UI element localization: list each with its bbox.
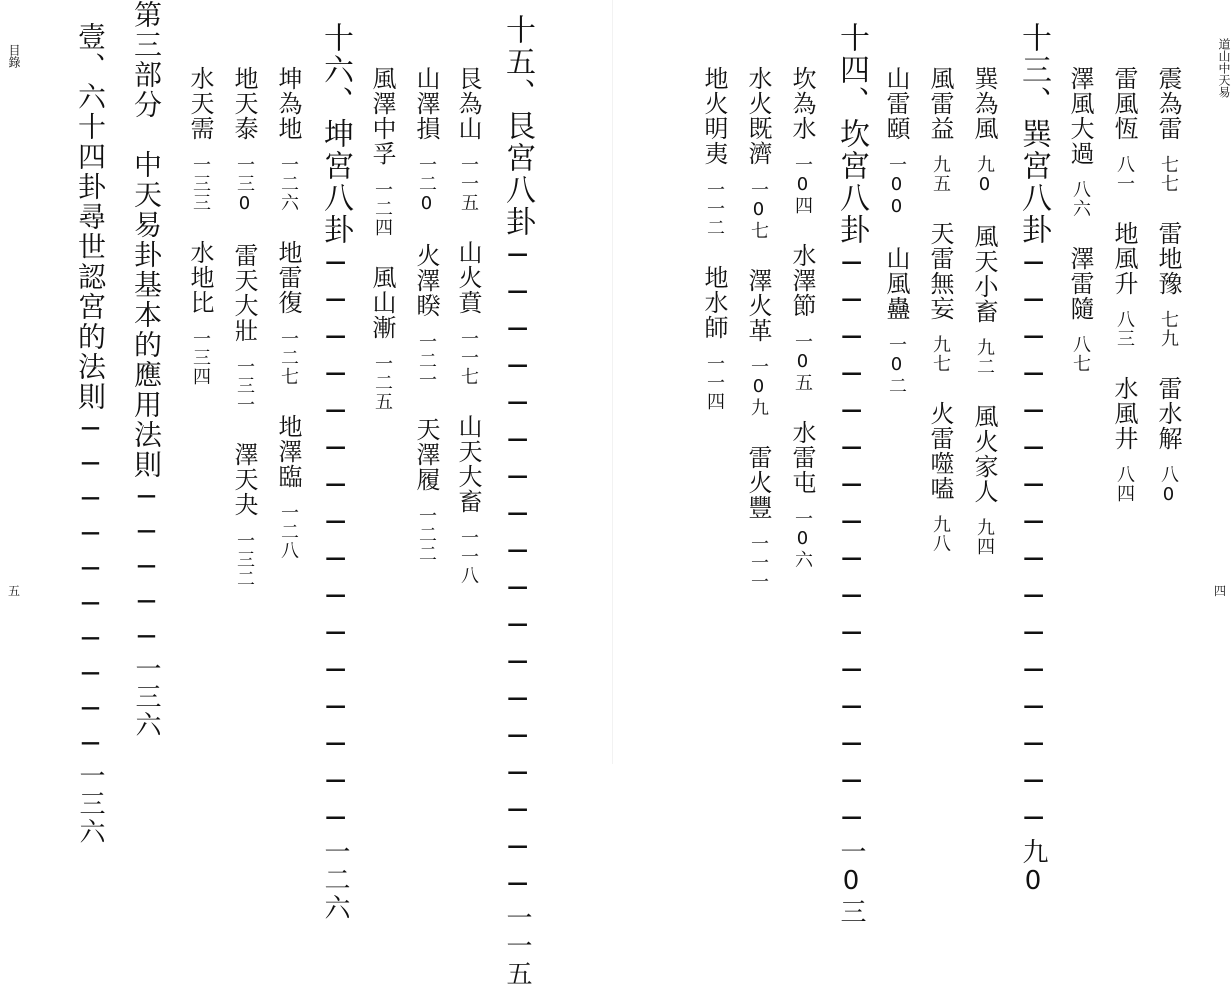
leader-line: ──────────────── <box>318 246 353 838</box>
entry-title: 天澤履 <box>412 417 440 492</box>
entry-page: 一三二 <box>234 531 255 588</box>
entry-page: 九五 <box>930 155 951 193</box>
leader-line: ──────────────── <box>1016 246 1051 838</box>
leader-line: ───── <box>130 480 163 655</box>
toc-entry-column[interactable] <box>972 66 996 556</box>
entry-page: 八六 <box>1070 180 1091 218</box>
entry-page: 一二七 <box>278 329 299 386</box>
toc-heading-16[interactable] <box>318 22 353 922</box>
entry-title: 坤為地 <box>274 66 302 141</box>
toc-entry-column[interactable] <box>1156 66 1180 506</box>
entry-title: 風火家人 <box>970 404 998 504</box>
entry-title: 山火賁 <box>454 240 482 315</box>
entry-title: 地天泰 <box>230 66 258 141</box>
left-side-label: 目錄 <box>7 44 21 68</box>
entry-page: 一三0 <box>234 155 255 215</box>
entry-title: 水雷屯 <box>788 420 816 495</box>
toc-heading-part3[interactable] <box>130 0 163 739</box>
entry-page: 一二六 <box>278 155 299 212</box>
entry-title: 震為雷 <box>1154 66 1182 141</box>
toc-entry-column[interactable] <box>370 66 394 411</box>
entry-page: 一0四 <box>792 155 813 215</box>
entry-page: 九七 <box>930 335 951 373</box>
entry-title: 雷天大壯 <box>230 243 258 343</box>
entry-title: 澤雷隨 <box>1066 246 1094 321</box>
entry-title: 水天需 <box>186 66 214 141</box>
heading-page: 一一五 <box>502 904 532 988</box>
entry-page: 一三四 <box>190 329 211 386</box>
heading-page: 一三六 <box>131 655 161 739</box>
toc-heading-13[interactable] <box>1016 22 1051 898</box>
entry-title: 地雷復 <box>274 240 302 315</box>
entry-title: 水火既濟 <box>744 66 772 166</box>
heading-page: 一二六 <box>320 838 350 922</box>
entry-title: 雷風恆 <box>1110 66 1138 141</box>
entry-title: 風澤中孚 <box>368 66 396 166</box>
entry-title: 山天大畜 <box>454 414 482 514</box>
entry-page: 八四 <box>1114 465 1135 503</box>
entry-title: 水澤節 <box>788 243 816 318</box>
page-fold <box>612 0 613 764</box>
heading-text: 壹、六十四卦尋世認宮的法則 <box>74 22 107 412</box>
right-side-label: 道山中天易 <box>1217 38 1231 98</box>
entry-page: 一00 <box>886 155 907 218</box>
entry-page: 一一四 <box>704 354 725 411</box>
toc-entry-column[interactable] <box>1112 66 1136 503</box>
heading-page: 一0三 <box>836 838 866 926</box>
entry-title: 風天小畜 <box>970 224 998 324</box>
entry-page: 一二一 <box>416 332 437 389</box>
entry-page: 八七 <box>1070 335 1091 373</box>
entry-title: 火雷噬嗑 <box>926 401 954 501</box>
toc-heading-section1[interactable] <box>74 22 107 846</box>
toc-entry-column[interactable] <box>746 66 770 591</box>
entry-title: 水風井 <box>1110 376 1138 451</box>
entry-page: 八三 <box>1114 310 1135 348</box>
toc-entry-column[interactable] <box>702 66 726 411</box>
entry-title: 澤火革 <box>744 268 772 343</box>
entry-title: 雷地豫 <box>1154 221 1182 296</box>
entry-page: 一一二 <box>704 180 725 237</box>
toc-entry-column[interactable] <box>456 66 480 585</box>
entry-title: 地火明夷 <box>700 66 728 166</box>
entry-title: 天雷無妄 <box>926 221 954 321</box>
entry-title: 雷水解 <box>1154 376 1182 451</box>
entry-page: 七九 <box>1158 310 1179 348</box>
entry-title: 山風蠱 <box>882 246 910 321</box>
heading-text: 十三、巽宮八卦 <box>1016 22 1051 246</box>
entry-page: 九二 <box>974 338 995 376</box>
entry-page: 一0五 <box>792 332 813 392</box>
leader-line: ──────────────── <box>834 246 869 838</box>
entry-page: 一0二 <box>886 335 907 395</box>
heading-page: 九0 <box>1018 838 1048 898</box>
entry-page: 一一八 <box>458 528 479 585</box>
toc-entry-column[interactable] <box>276 66 300 560</box>
entry-page: 一二八 <box>278 503 299 560</box>
entry-page: 一二二 <box>416 506 437 563</box>
right-page-number: 四 <box>1214 584 1227 598</box>
entry-page: 一三一 <box>234 357 255 414</box>
toc-entry-column[interactable] <box>790 66 814 569</box>
entry-title: 山雷頤 <box>882 66 910 141</box>
entry-page: 一一一 <box>748 534 769 591</box>
entry-title: 地風升 <box>1110 221 1138 296</box>
entry-page: 一二五 <box>372 354 393 411</box>
entry-title: 地水師 <box>700 265 728 340</box>
entry-title: 風雷益 <box>926 66 954 141</box>
entry-page: 七七 <box>1158 155 1179 193</box>
entry-title: 水地比 <box>186 240 214 315</box>
heading-page: 一三六 <box>75 762 105 846</box>
toc-heading-14[interactable] <box>834 22 869 926</box>
entry-title: 火澤睽 <box>412 243 440 318</box>
entry-page: 一0六 <box>792 509 813 569</box>
toc-entry-column[interactable] <box>1068 66 1092 373</box>
entry-page: 八一 <box>1114 155 1135 193</box>
heading-text: 第三部分 中天易卦基本的應用法則 <box>130 0 163 480</box>
toc-entry-column[interactable] <box>884 66 908 395</box>
entry-page: 一一五 <box>458 155 479 212</box>
entry-page: 一一七 <box>458 329 479 386</box>
entry-title: 澤風大過 <box>1066 66 1094 166</box>
entry-page: 九八 <box>930 515 951 553</box>
entry-page: 一二四 <box>372 180 393 237</box>
entry-title: 巽為風 <box>970 66 998 141</box>
toc-entry-column[interactable] <box>414 66 438 563</box>
entry-page: 九0 <box>974 155 995 196</box>
heading-text: 十六、坤宮八卦 <box>318 22 353 246</box>
leader-line: ────────── <box>74 412 107 762</box>
leader-line: ────────────────── <box>500 238 535 904</box>
heading-text: 十四、坎宮八卦 <box>834 22 869 246</box>
toc-entry-column[interactable] <box>188 66 212 386</box>
entry-title: 山澤損 <box>412 66 440 141</box>
entry-page: 八0 <box>1158 465 1179 506</box>
heading-text: 十五、艮宮八卦 <box>500 14 535 238</box>
entry-page: 一0七 <box>748 180 769 240</box>
entry-title: 風山漸 <box>368 265 396 340</box>
toc-entry-column[interactable] <box>928 66 952 553</box>
entry-page: 一三三 <box>190 155 211 212</box>
toc-entry-column[interactable] <box>232 66 256 588</box>
entry-title: 地澤臨 <box>274 414 302 489</box>
entry-page: 一0九 <box>748 357 769 417</box>
entry-title: 坎為水 <box>788 66 816 141</box>
entry-page: 九四 <box>974 518 995 556</box>
entry-title: 澤天夬 <box>230 442 258 517</box>
toc-heading-15[interactable] <box>500 14 535 988</box>
left-page-number: 五 <box>8 584 21 598</box>
entry-page: 一二0 <box>416 155 437 215</box>
entry-title: 雷火豐 <box>744 445 772 520</box>
entry-title: 艮為山 <box>454 66 482 141</box>
